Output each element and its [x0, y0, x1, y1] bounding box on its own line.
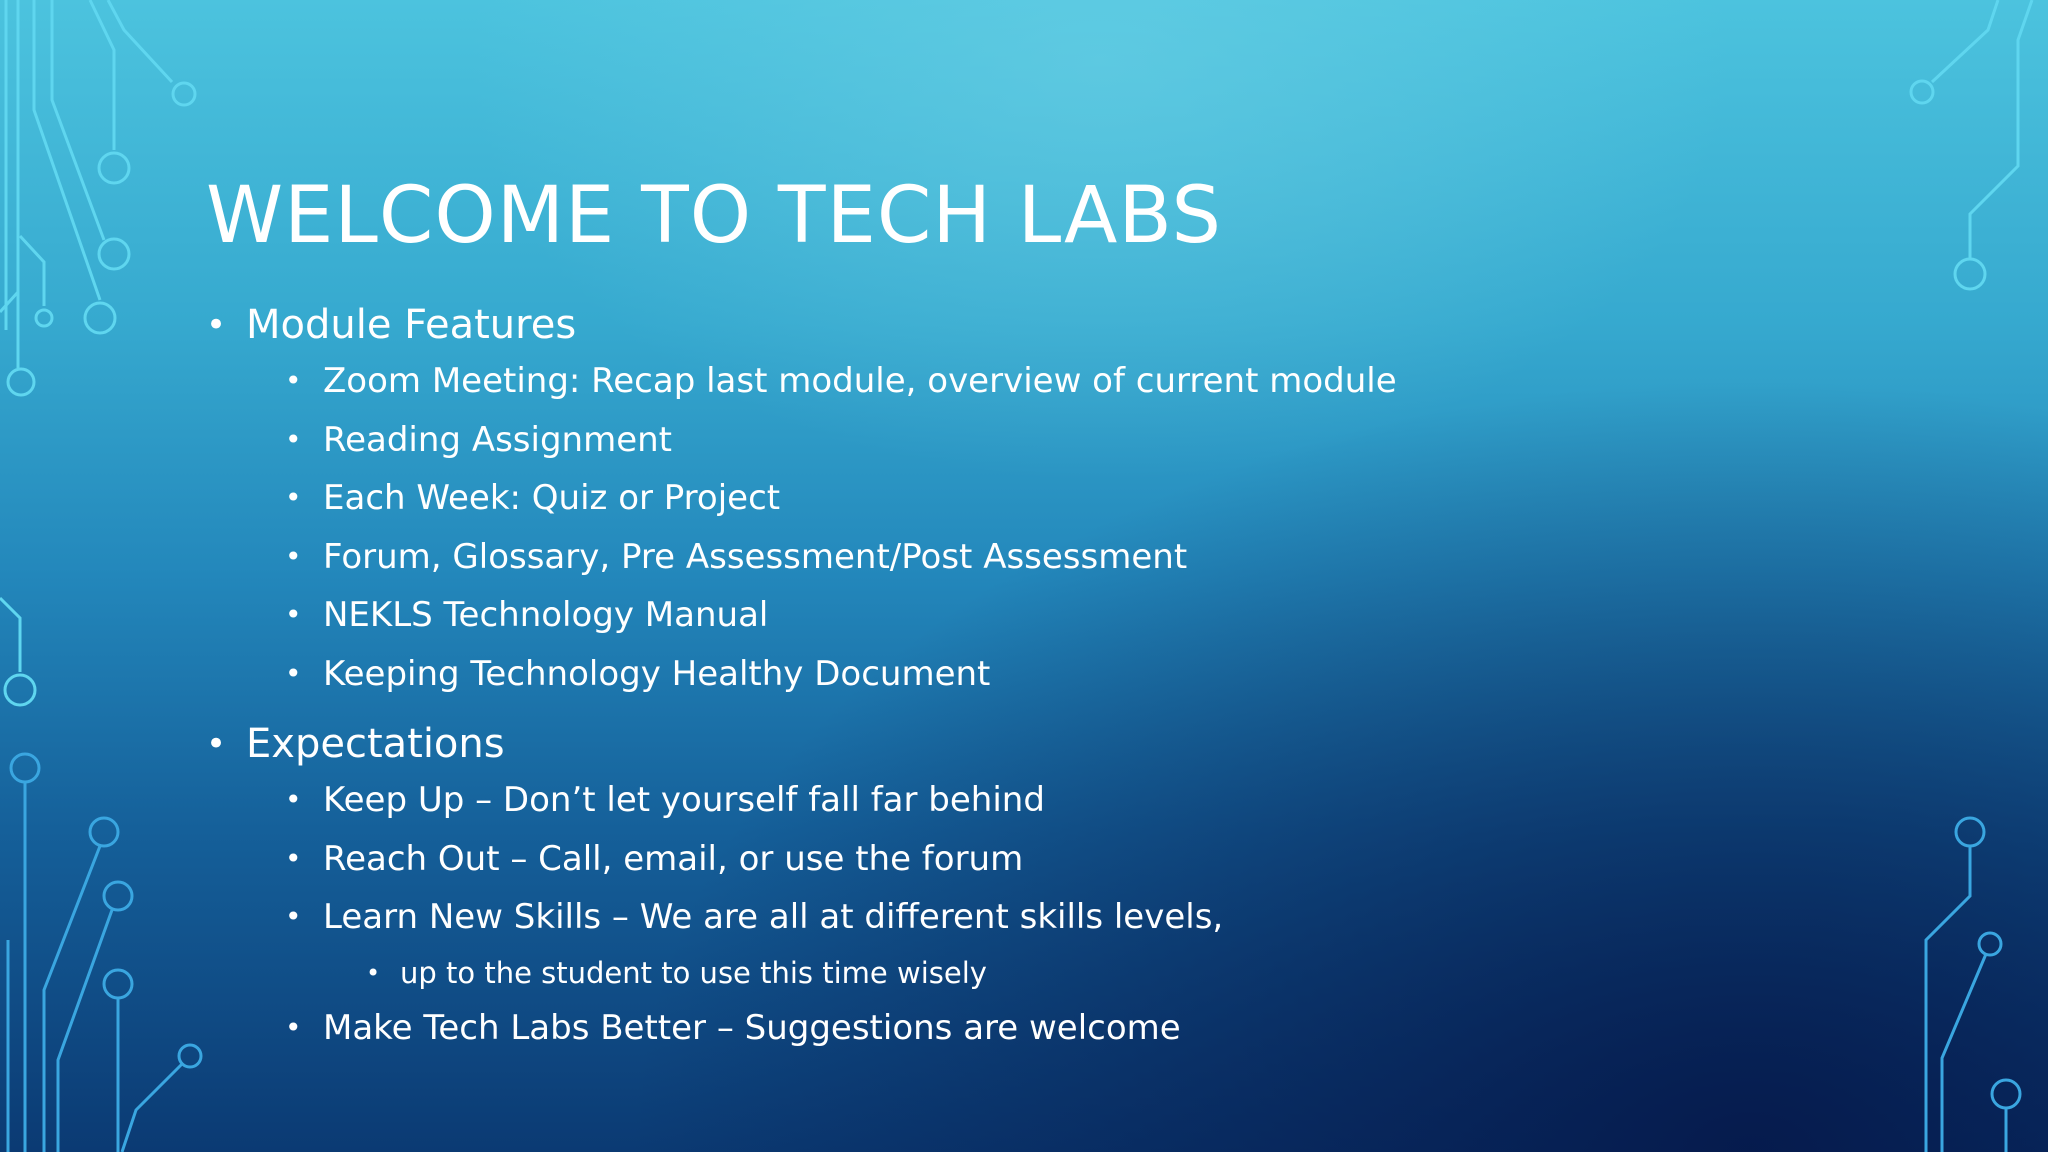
list-subitem-student-time: • up to the student to use this time wisely	[400, 947, 1806, 999]
list-item-keep-up: • Keep Up – Don’t let yourself fall far behind	[323, 771, 1806, 830]
slide-title: WELCOME TO TECH LABS	[206, 171, 1223, 261]
list-item-each-week: • Each Week: Quiz or Project	[323, 469, 1806, 528]
section-heading-module-features: • Module Features	[246, 298, 1806, 352]
list-item-nekls-manual: • NEKLS Technology Manual	[323, 586, 1806, 645]
slide-content	[206, 290, 1806, 1057]
list-item-keeping-technology-healthy: • Keeping Technology Healthy Document	[323, 645, 1806, 704]
list-item-forum-glossary: • Forum, Glossary, Pre Assessment/Post Assessment	[323, 528, 1806, 587]
list-item-learn-new-skills: • Learn New Skills – We are all at different skills levels,	[323, 888, 1806, 947]
list-item-reach-out: • Reach Out – Call, email, or use the forum	[323, 830, 1806, 889]
list-item-zoom-meeting: • Zoom Meeting: Recap last module, overview of current module	[323, 352, 1806, 411]
section-heading-expectations: • Expectations	[246, 717, 1806, 771]
list-item-reading-assignment: • Reading Assignment	[323, 411, 1806, 470]
list-item-make-tech-labs-better: • Make Tech Labs Better – Suggestions are welcome	[323, 999, 1806, 1058]
